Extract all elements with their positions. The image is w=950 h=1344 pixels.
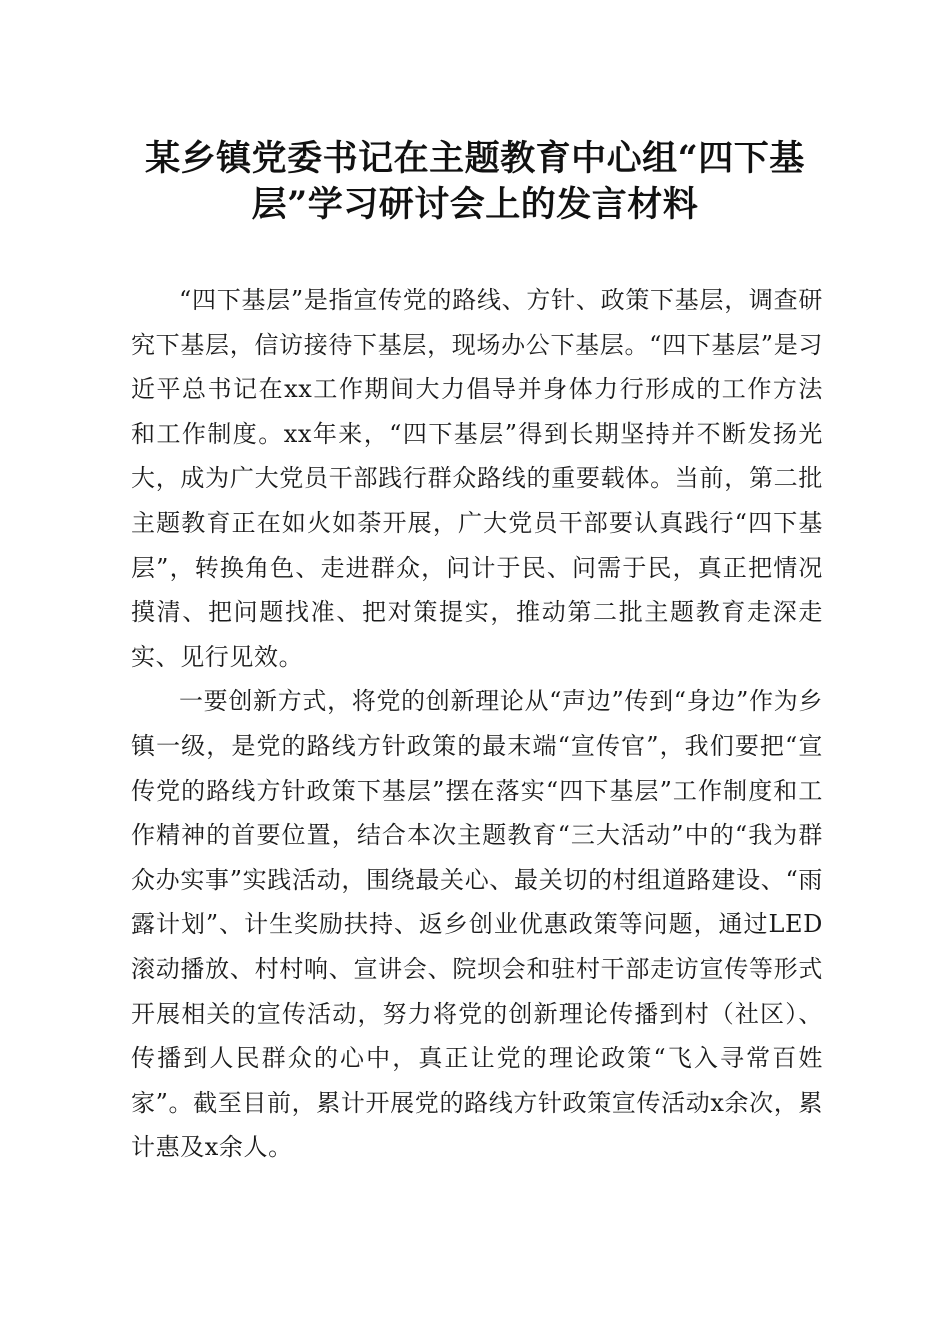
- document-title: 某乡镇党委书记在主题教育中心组“四下基层”学习研讨会上的发言材料: [145, 138, 805, 225]
- paragraph-innovation: 一要创新方式，将党的创新理论从“声边”传到“身边”作为乡镇一级，是党的路线方针政策的最末端“宣传官”，我们要把“宣传党的路线方针政策下基层”摆在落实“四下基层”工作制度和工作精神的首要位置，结合本次主题教育“三大活动”中的“我为群众办实事”实践活动，围绕最关心、最关切的村组道路建设、“雨露计划”、计生奖励扶持、返乡创业优惠政策等问题，通过LED滚动播放、村村响、宣讲会、院坝会和驻村干部走访宣传等形式开展相关的宣传活动，努力将党的创新理论传播到村（社区）、传播到人民群众的心中，真正让党的理论政策“飞入寻常百姓家”。截至目前，累计开展党的路线方针政策宣传活动x余次，累计惠及x余人。: [131, 687, 823, 1162]
- paragraph-intro: “四下基层”是指宣传党的路线、方针、政策下基层，调查研究下基层，信访接待下基层，现场办公下基层。“四下基层”是习近平总书记在xx工作期间大力倡导并身体力行形成的工作方法和工作制度。xx年来，“四下基层”得到长期坚持并不断发扬光大，成为广大党员干部践行群众路线的重要载体。当前，第二批主题教育正在如火如荼开展，广大党员干部要认真践行“四下基层”，转换角色、走进群众，问计于民、问需于民，真正把情况摸清、把问题找准、把对策提实，推动第二批主题教育走深走实、见行见效。: [131, 286, 823, 671]
- document-body: [131, 278, 823, 1170]
